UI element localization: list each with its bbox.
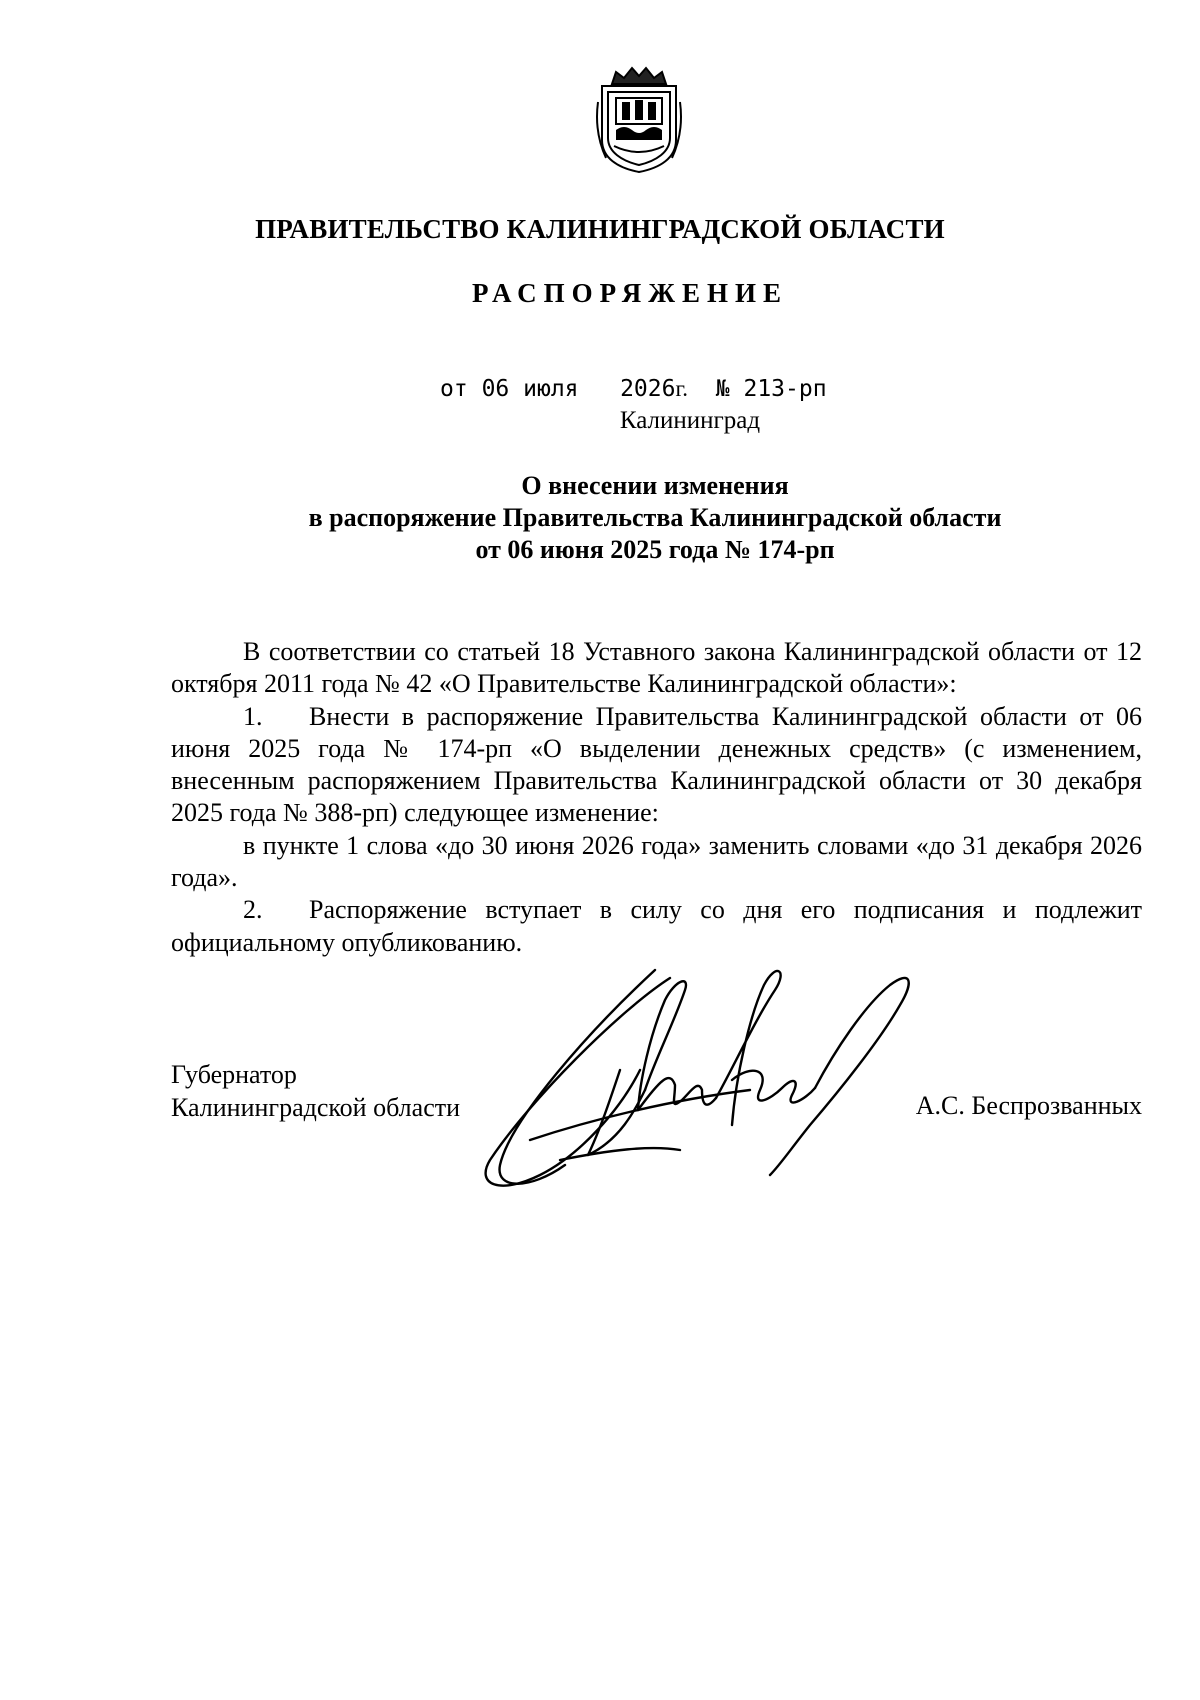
item-1-paragraph xyxy=(171,701,1142,830)
signatory-name: А.С. Беспрозванных xyxy=(915,1091,1142,1120)
coat-of-arms-icon xyxy=(594,62,684,174)
subject-line: О внесении изменения xyxy=(521,471,789,500)
subject-line: в распоряжение Правительства Калининградской области xyxy=(308,503,1002,532)
preamble-paragraph: В соответствии со статьей 18 Уставного закона Калининградской области от 12 октября 2011 года № 42 «О Правительстве Калининградской области»: xyxy=(171,637,1142,699)
date-day: 06 xyxy=(481,376,510,402)
subject-line: от 06 июня 2025 года № 174-рп xyxy=(475,535,835,564)
position-line: Губернатор xyxy=(171,1060,297,1089)
document-number: 213-рп xyxy=(743,376,827,402)
date-year: 2026 xyxy=(620,376,676,402)
document-city: Калининград xyxy=(619,407,761,434)
organization-title: ПРАВИТЕЛЬСТВО КАЛИНИНГРАДСКОЙ ОБЛАСТИ xyxy=(255,214,945,244)
date-month: июля xyxy=(523,376,579,402)
signatory-position xyxy=(171,1058,460,1124)
number-sign: № xyxy=(715,376,730,402)
handwritten-signature xyxy=(470,950,950,1205)
item-number: 2. xyxy=(243,895,263,925)
document-subject xyxy=(0,470,1200,566)
item-text: Распоряжение вступает в силу со дня его подписания и подлежит официальному опубликованию. xyxy=(171,895,1142,957)
item-text: Внести в распоряжение Правительства Калининградской области от 06 июня 2025 года № 174-рп «О выделении денежных средств» (с изменением, внесенным распоряжением Правительства Калининградской области от 30 декабря 2025 года № 388-рп) следующее изменение: xyxy=(171,701,1142,828)
item-1-change-paragraph: в пункте 1 слова «до 30 июня 2026 года» заменить словами «до 31 декабря 2026 года». xyxy=(171,830,1142,893)
position-line: Калининградской области xyxy=(171,1093,461,1122)
item-number: 1. xyxy=(243,701,263,731)
document-dateline xyxy=(440,376,827,402)
document-body xyxy=(171,636,1142,959)
date-year-suffix: г. xyxy=(675,376,689,401)
document-type: РАСПОРЯЖЕНИЕ xyxy=(471,278,789,308)
date-prefix: от xyxy=(440,376,468,402)
